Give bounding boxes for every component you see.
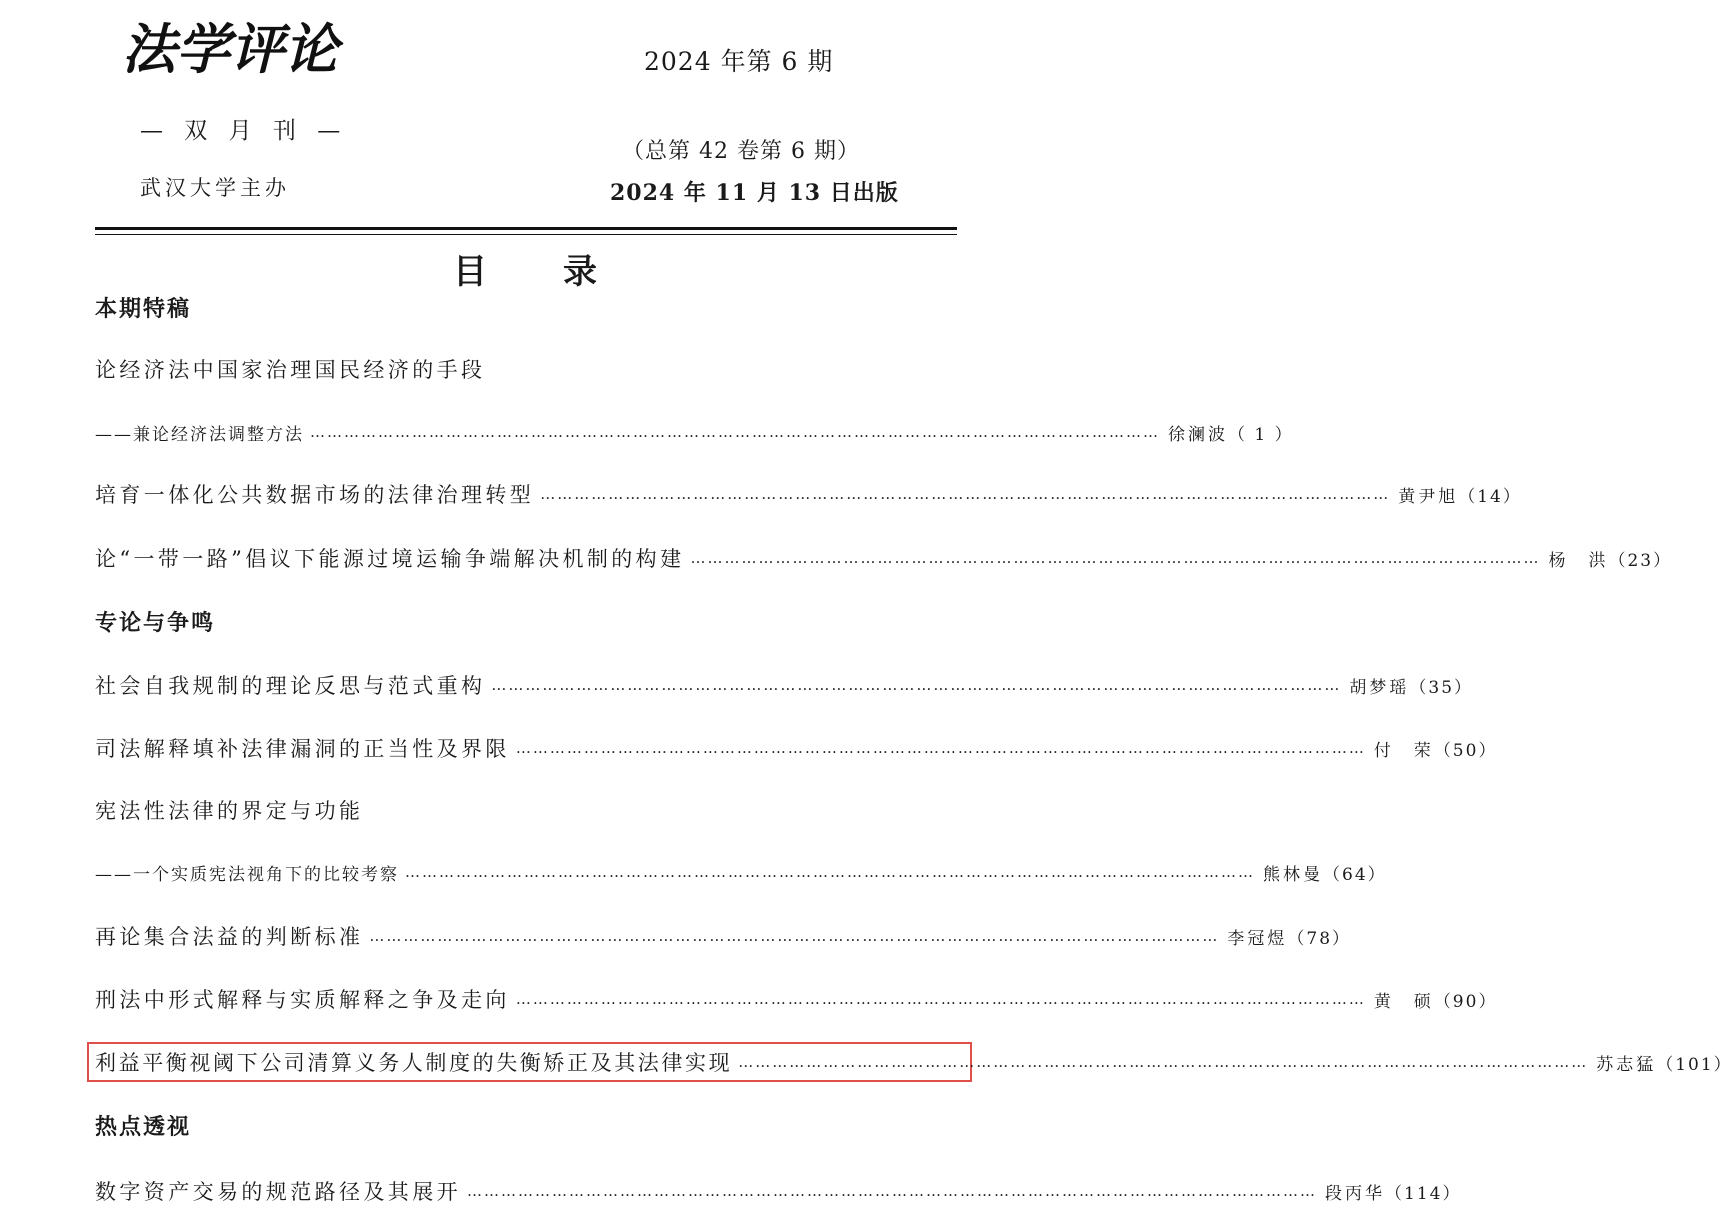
total-issue: （总第 42 卷第 6 期） [622,139,860,164]
entry-page: （101） [1656,1054,1733,1075]
journal-logo [122,8,338,88]
entry-subtitle: ——兼论经济法调整方法 [95,424,304,445]
toc-entry[interactable] [95,855,1387,889]
section-heading: 专论与争鸣 [95,611,216,636]
header-rule-thin [95,234,957,235]
toc-entry[interactable] [95,668,1474,702]
entry-author: 杨 洪 [1548,550,1609,571]
dot-leader: …………………………………………………………………………………………………………………………………… [690,549,1541,567]
entry-title: 刑法中形式解释与实质解释之争及走向 [95,988,510,1012]
dot-leader: …………………………………………………………………………………………………………………………………… [515,990,1366,1008]
dot-leader: …………………………………………………………………………………………………………………………………… [491,676,1342,694]
toc-entry[interactable] [95,919,1352,953]
section-heading: 本期特稿 [95,297,192,322]
header-rule-thick [95,227,957,230]
toc-entry[interactable] [95,352,957,386]
entry-author: 黄 硕 [1373,991,1434,1012]
entry-subtitle: ——一个实质宪法视角下的比较考察 [95,864,399,885]
entry-author: 胡梦瑶 [1349,677,1410,698]
toc-entry[interactable] [95,731,1498,765]
section-heading: 热点透视 [95,1115,192,1140]
toc-entry[interactable] [95,982,1498,1016]
entry-title: 论“一带一路”倡议下能源过境运输争端解决机制的构建 [95,547,685,571]
entry-page: （23） [1608,550,1673,571]
dot-leader: …………………………………………………………………………………………………………………………………… [738,1053,1589,1071]
toc-title: 目录 [453,252,673,292]
dot-leader: …………………………………………………………………………………………………………………………………… [405,863,1255,881]
entry-page: （14） [1458,486,1522,507]
entry-page: （64） [1323,864,1387,885]
entry-author: 苏志猛 [1596,1054,1657,1075]
publish-date: 2024 年 11 月 13 日出版 [610,180,899,206]
host-label: 武汉大学主办 [140,176,290,200]
entry-title: 司法解释填补法律漏洞的正当性及界限 [95,737,510,761]
entry-title: 论经济法中国家治理国民经济的手段 [95,358,486,382]
toc-entry[interactable] [95,1174,1462,1208]
frequency-label: — 双 月 刊 — [140,118,348,144]
entry-title: 再论集合法益的判断标准 [95,925,364,949]
entry-author: 付 荣 [1373,740,1434,761]
entry-page: （ 1 ） [1228,424,1294,445]
entry-page: （114） [1385,1183,1462,1204]
dot-leader: …………………………………………………………………………………………………………………………………… [369,927,1220,945]
entry-title: 培育一体化公共数据市场的法律治理转型 [95,483,535,507]
toc-entry[interactable] [95,477,1522,511]
entry-title: 社会自我规制的理论反思与范式重构 [95,674,486,698]
entry-page: （78） [1287,928,1352,949]
entry-author: 李冠煜 [1227,928,1288,949]
entry-page: （90） [1433,991,1498,1012]
entry-author: 徐澜波 [1168,424,1228,445]
entry-author: 熊林曼 [1263,864,1323,885]
entry-title: 宪法性法律的界定与功能 [95,799,364,823]
journal-logo-text: 法学评论 [122,17,338,81]
toc-entry-highlighted[interactable] [95,1045,1733,1079]
dot-leader: …………………………………………………………………………………………………………………………………… [540,485,1391,503]
entry-author: 段丙华 [1325,1183,1385,1204]
toc-entry[interactable] [95,415,1294,449]
dot-leader: …………………………………………………………………………………………………………………………………… [310,423,1160,441]
entry-title: 利益平衡视阈下公司清算义务人制度的失衡矫正及其法律实现 [95,1051,733,1075]
issue-number: 2024 年第 6 期 [644,47,834,76]
entry-author: 黄尹旭 [1398,486,1459,507]
entry-page: （35） [1409,677,1474,698]
entry-page: （50） [1433,740,1498,761]
toc-entry[interactable] [95,541,1673,575]
toc-entry[interactable] [95,793,957,827]
dot-leader: …………………………………………………………………………………………………………………………………… [515,739,1366,757]
dot-leader: …………………………………………………………………………………………………………………………………… [467,1182,1317,1200]
entry-title: 数字资产交易的规范路径及其展开 [95,1180,461,1204]
